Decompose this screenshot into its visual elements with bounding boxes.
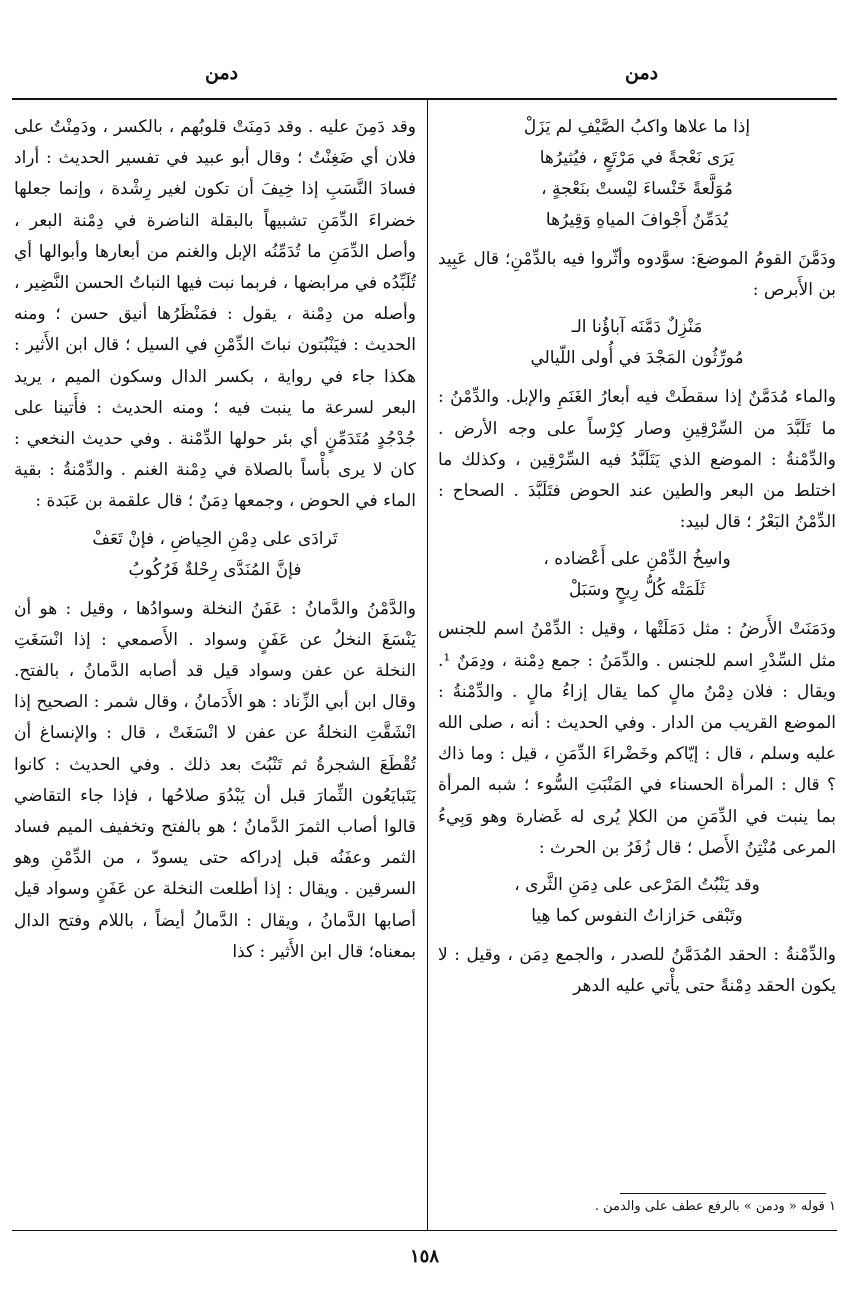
verse-line: تَرادَى على دِمْنِ الحِياضِ ، فإنْ تَعَفْ bbox=[92, 528, 338, 549]
verse-line: فإنَّ المُنَدَّى رِحْلةٌ فَرُكُوبُ bbox=[128, 559, 302, 580]
verse-line: واسِخُ الدِّمْنِ على أَعْضاده ، bbox=[543, 549, 731, 570]
page-number: ١٥٨ bbox=[409, 1246, 439, 1267]
verse-block bbox=[438, 544, 836, 606]
verse-line: مُورِّثُون المَجْدَ في أُولى اللّيالي bbox=[530, 348, 744, 369]
verse-block bbox=[14, 524, 416, 586]
verse-line: إذا ما علاها واكبُ الصَّيْفِ لم يَزَلْ bbox=[523, 117, 751, 137]
verse-line: وتَبْقى حَزازاتُ النفوس كما هِيا bbox=[531, 906, 743, 927]
footer-rule bbox=[12, 1230, 837, 1231]
verse-line: يَرَى نَعْجةً في مَرْتَعٍ ، فيُثيرُها bbox=[539, 148, 735, 168]
right-column bbox=[438, 112, 836, 1002]
paragraph: والدِّمْنةُ : الحقد المُدَمَّنُ للصدر ، والجمع دِمَن ، وقيل : لا يكون الحقد دِمْنةً حتى يأْتي عليه الدهر bbox=[438, 945, 836, 997]
running-header-right: دمن bbox=[625, 62, 659, 84]
verse-block bbox=[438, 312, 836, 374]
verse-line: ثَلَمَتْه كُلُّ رِيحٍ وسَبَلْ bbox=[569, 580, 705, 601]
paragraph: ودَمَّنَ القومُ الموضعَ: سوَّدوه وأثّروا فيه بالدِّمْنِ؛ قال عَبِيد بن الأَبرص : bbox=[438, 249, 836, 301]
verse-block bbox=[438, 112, 836, 236]
header-rule bbox=[12, 98, 837, 100]
verse-block bbox=[438, 870, 836, 932]
footnote: ١ قوله « ودمن » بالرفع عطف على والدمن . bbox=[594, 1199, 836, 1214]
verse-line: يُدَمِّنُ أَجْوافَ المياهِ وَقِيرُها bbox=[545, 210, 729, 230]
paragraph: والماء مُدَمَّنٌ إذا سقطَتْ فيه أبعارُ الغَنَمِ والإبل. والدِّمْنُ : ما تَلَبَّدَ من السِّرْقِينِ وصار كِرْساً على وجه الأرض . والدِّمْنةُ : الموضع الذي يَتَلَبَّدُ فيه السِّرْقِين ، وكذلك ما اختلط من البعر والطين عند الحوض فتَلَبَّدَ . الصحاح : الدِّمْنُ البَعْرُ ؛ قال لبيد: bbox=[438, 387, 836, 533]
left-column bbox=[14, 112, 416, 968]
paragraph: وقد دَمِنَ عليه . وقد دَمِنَتْ قلوبُهم ، بالكسر ، ودَمِنْتُ على فلان أي ضَغِنْتُ ؛ وقال أبو عبيد في تفسير الحديث : أراد فسادَ النَّسَبِ إذا خِيفَ أن تكون لغير رِشْدة ، وإنما جعلها خضراءَ الدِّمَنِ تشبيهاً بالبقلة الناضرة في دِمْنة البعر ، وأصل الدِّمَنِ ما تُدَمِّنُه الإبل والغنم من أبعارها وأبوالها أي تُلَبِّدُه في مرابضها ، فربما نبت فيها النباتُ الحسن النَّضِير ، وأصله من دِمْنة ، يقول : فمَنْظَرُها أنيق حسن ؛ ومنه الحديث : فيَنْبُتون نباتَ الدِّمْنِ في السيل ؛ قال ابن الأَثير : هكذا جاء في رواية ، بكسر الدال وسكون الميم ، يريد البعر لسرعة ما ينبت فيه ؛ ومنه الحديث : فأَتينا على جُدْجُدٍ مُتَدَمِّنٍ أي بئر حولها الدِّمْنة . وفي حديث النخعي : كان لا يرى بأْساً بالصلاة في دِمْنة الغنم . والدِّمْنةُ : بقية الماء في الحوض ، وجمعها دِمَنٌ ؛ قال علقمة بن عَبَدة : bbox=[14, 117, 416, 512]
paragraph: ودَمَنَتْ الأَرضُ : مثل دَمَلَتْها ، وقيل : الدِّمْنُ اسم للجنس مثل السِّدْرِ اسم للجنس . والدِّمَنُ : جمع دِمْنة ، ودِمَنٌ ¹. ويقال : فلان دِمْنُ مالٍ كما يقال إزاءُ مالٍ . والدِّمْنةُ : الموضع القريب من الدار . وفي الحديث : أنه ، صلى الله عليه وسلم ، قال : إيّاكم وخَضْراءَ الدِّمَنِ ، قيل : وما ذاك ؟ قال : المرأة الحسناء في المَنْبَتِ السُّوء ؛ شبه المرأة بما ينبت في الدِّمَنِ من الكلإ يُرى له غَضارة وهو وَبِيءُ المرعى مُنْتِنُ الأَصل ؛ قال زُفَرُ بن الحرث : bbox=[438, 619, 836, 858]
footnote-rule bbox=[620, 1193, 826, 1194]
paragraph: والدَّمْنُ والدَّمانُ : عَفَنُ النخلة وسوادُها ، وقيل : هو أن يَنْسَغَ النخلُ عن عَفَنٍ وسواد . الأَصمعي : إذا انْسَغَتِ النخلة عن عفن وسواد قيل قد أصابه الدَّمانُ ، بالفتح. وقال ابن أبي الزِّناد : هو الأَدَمانُ ، وقال شمر : الصحيح إذا انْشَقَّتِ النخلةُ عن عفن لا انْسَغَتْ ، قال : والإنساغ أن تُقْطَعَ الشجرةُ ثم تَنْبُتَ بعد ذلك . وفي الحديث : كانوا يَتَبايَعُون الثِّمارَ قبل أن يَبْدُوَ صلاحُها ، فإذا جاء التقاضي قالوا أصاب الثمرَ الدَّمانُ ؛ هو بالفتح وتخفيف الميم فساد الثمر وعفَنُه قبل إدراكه حتى يسودّ ، من الدِّمْنِ وهو السرقين . ويقال : إذا أطلعت النخلة عن عَفَنٍ وسواد قيل أصابها الدَّمانُ ، ويقال : الدَّمالُ أيضاً ، باللام وفتح الدال بمعناه؛ قال ابن الأَثير : كذا bbox=[14, 598, 416, 962]
verse-line: مُوَلَّعةً خَنْساءَ ليْستْ بنَعْجةٍ ، bbox=[541, 179, 733, 199]
running-header-left: دمن bbox=[205, 62, 239, 84]
verse-line: مَنْزِلٌ دَمَّنَه آباؤُنا الـ bbox=[571, 317, 703, 338]
column-divider bbox=[427, 100, 428, 1230]
verse-line: وقد يَنْبُتُ المَرْعى على دِمَنِ الثَّرى ، bbox=[514, 875, 760, 896]
